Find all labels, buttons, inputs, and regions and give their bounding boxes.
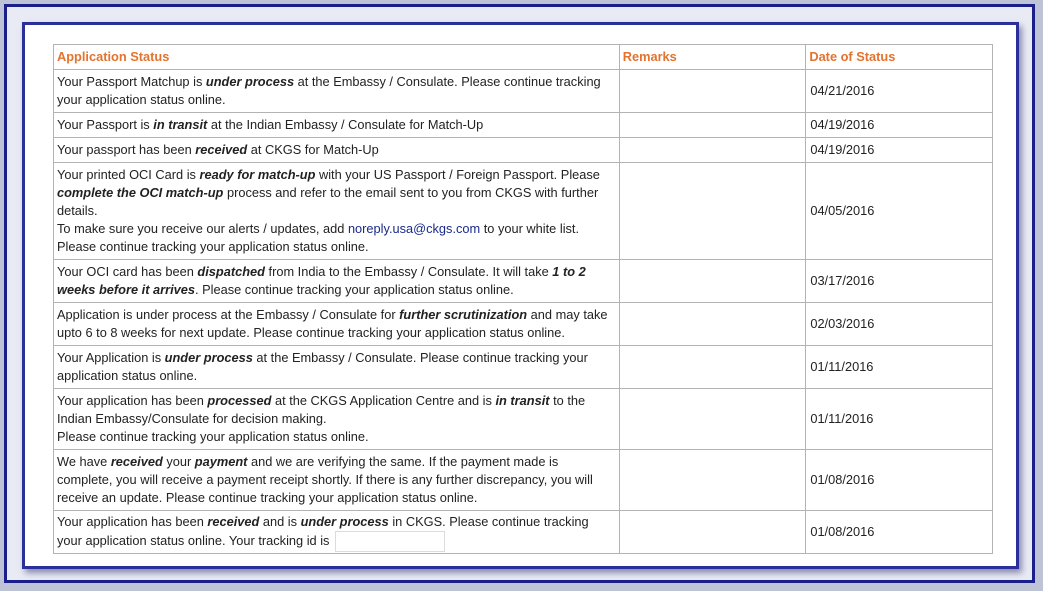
table-row xyxy=(54,303,993,346)
remarks-cell xyxy=(619,138,806,163)
remarks-cell xyxy=(619,70,806,113)
table-row xyxy=(54,389,993,450)
status-date: 02/03/2016 xyxy=(806,303,993,346)
status-message: Your printed OCI Card is ready for match-up with your US Passport / Foreign Passport. Please complete the OCI match-up process and refer to the email sent to you from CKGS with further details. To make sure you receive our alerts / updates, add noreply.usa@ckgs.com to your white list. Please continue tracking your application status online. xyxy=(54,163,620,260)
remarks-cell xyxy=(619,113,806,138)
status-date: 01/08/2016 xyxy=(806,450,993,511)
status-date: 01/11/2016 xyxy=(806,389,993,450)
remarks-cell xyxy=(619,511,806,554)
email-address: noreply.usa@ckgs.com xyxy=(347,221,481,236)
table-row xyxy=(54,346,993,389)
column-header-status: Application Status xyxy=(54,45,620,70)
status-message: Your Application is under process at the Embassy / Consulate. Please continue tracking your application status online. xyxy=(54,346,620,389)
redacted-tracking-id xyxy=(335,531,445,552)
table-row xyxy=(54,113,993,138)
status-date: 04/19/2016 xyxy=(806,138,993,163)
remarks-cell xyxy=(619,163,806,260)
remarks-cell xyxy=(619,303,806,346)
status-panel xyxy=(22,22,1019,569)
status-message: Your application has been processed at the CKGS Application Centre and is in transit to the Indian Embassy/Consulate for decision making. Please continue tracking your application status online. xyxy=(54,389,620,450)
status-message: Your passport has been received at CKGS for Match-Up xyxy=(54,138,620,163)
status-date: 01/08/2016 xyxy=(806,511,993,554)
status-message: Your application has been received and is under process in CKGS. Please continue tracking your application status online. Your tracking id is xyxy=(54,511,620,554)
column-header-date: Date of Status xyxy=(806,45,993,70)
status-date: 04/19/2016 xyxy=(806,113,993,138)
status-message: We have received your payment and we are verifying the same. If the payment made is complete, you will receive a payment receipt shortly. If there is any further discrepancy, you will receive an update. Please continue tracking your application status online. xyxy=(54,450,620,511)
table-row xyxy=(54,70,993,113)
status-date: 03/17/2016 xyxy=(806,260,993,303)
table-row xyxy=(54,511,993,554)
status-date: 04/05/2016 xyxy=(806,163,993,260)
table-row xyxy=(54,138,993,163)
application-status-table xyxy=(53,44,993,554)
remarks-cell xyxy=(619,389,806,450)
column-header-remarks: Remarks xyxy=(619,45,806,70)
remarks-cell xyxy=(619,450,806,511)
status-message: Application is under process at the Embassy / Consulate for further scrutinization and may take upto 6 to 8 weeks for next update. Please continue tracking your application status online. xyxy=(54,303,620,346)
status-message: Your Passport Matchup is under process at the Embassy / Consulate. Please continue tracking your application status online. xyxy=(54,70,620,113)
status-date: 01/11/2016 xyxy=(806,346,993,389)
table-header-row xyxy=(54,45,993,70)
table-row xyxy=(54,163,993,260)
status-date: 04/21/2016 xyxy=(806,70,993,113)
remarks-cell xyxy=(619,346,806,389)
table-row xyxy=(54,260,993,303)
status-message: Your Passport is in transit at the Indian Embassy / Consulate for Match-Up xyxy=(54,113,620,138)
table-row xyxy=(54,450,993,511)
status-message: Your OCI card has been dispatched from India to the Embassy / Consulate. It will take 1 to 2 weeks before it arrives. Please continue tracking your application status online. xyxy=(54,260,620,303)
remarks-cell xyxy=(619,260,806,303)
